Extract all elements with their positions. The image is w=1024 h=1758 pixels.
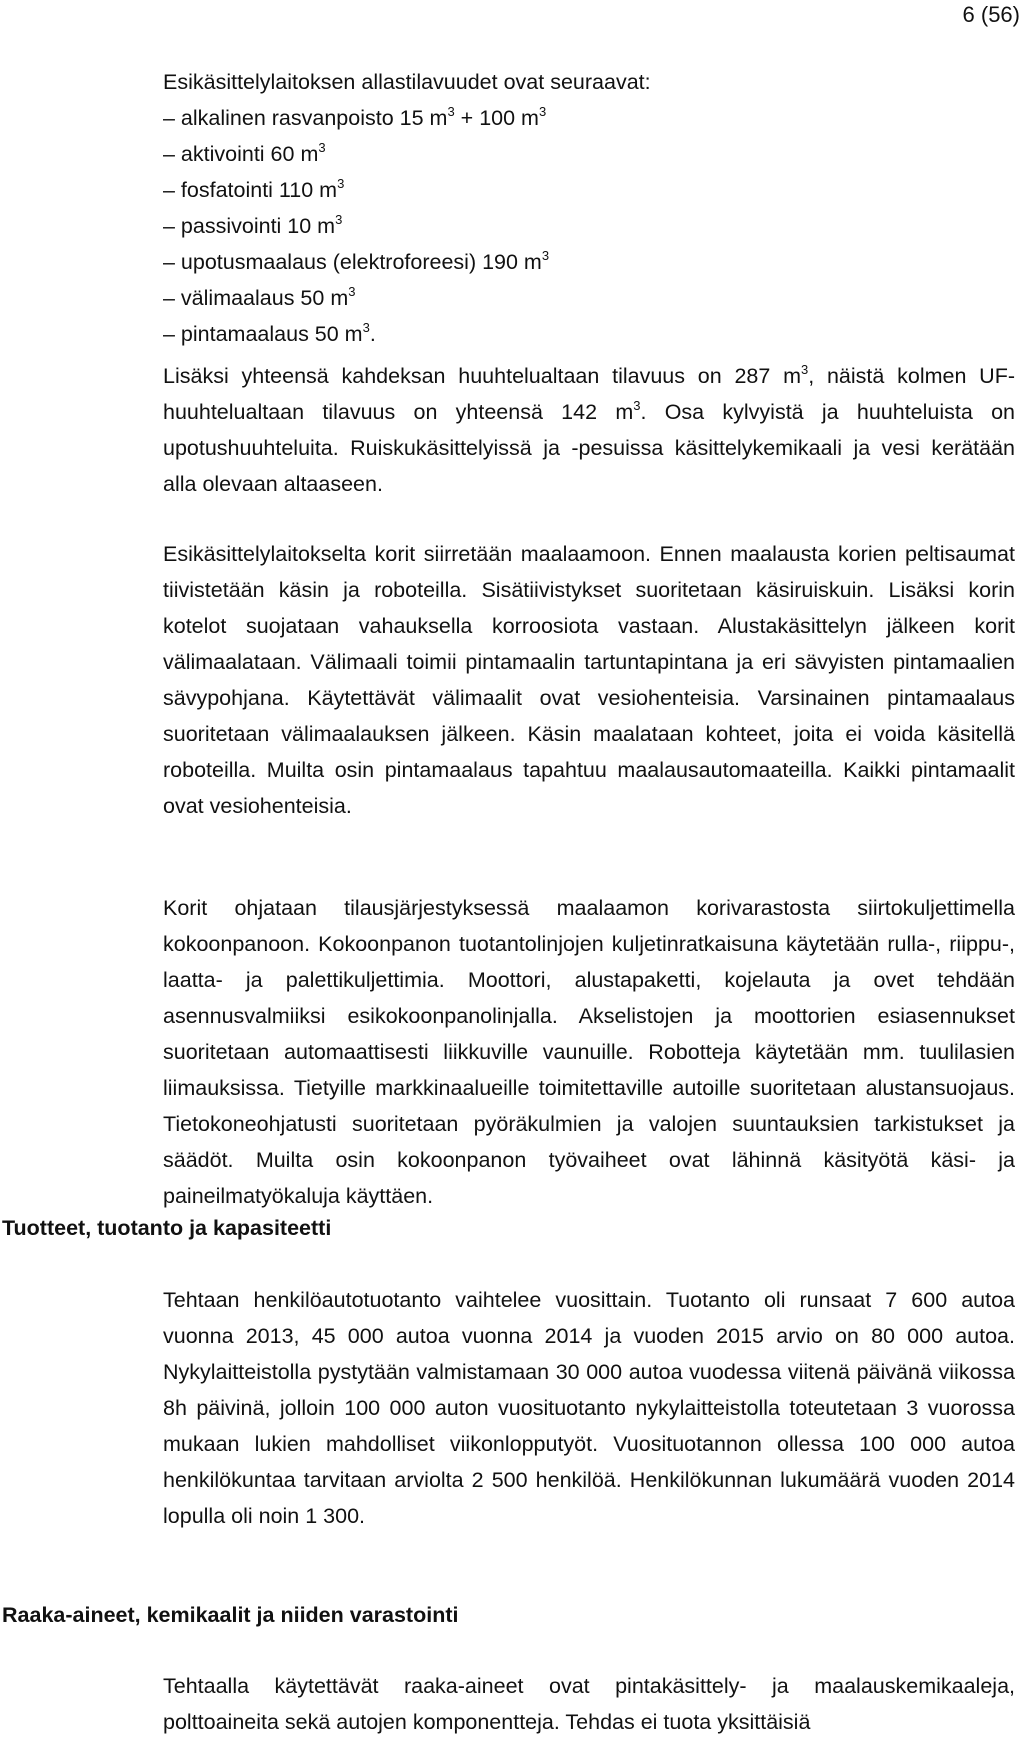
list-item: – aktivointi 60 $m^3$ (163, 140, 326, 166)
paragraph-rinse-basins: Lisäksi yhteensä kahdeksan huuhtelualtaan tilavuus on 287 $m^3$, näistä kolmen UF-huuhtelualtaan tilavuus on yhteensä 142 $m^3$. Osa kylvyistä ja huuhteluista on upotushuuhteluita. Ruiskukäsittelyissä ja -pesuissa käsittelykemikaali ja vesi kerätään alla olevaan altaaseen. (163, 362, 1016, 496)
list-item: – fosfatointi 110 $m^3$ (163, 176, 345, 202)
paragraph-production: Tehtaan henkilöautotuotanto vaihtelee vuosittain. Tuotanto oli runsaat 7 600 autoa vuonna 2013, 45 000 autoa vuonna 2014 ja vuoden 2015 arvio on 80 000 autoa. Nykylaitteistolla pystytään valmistamaan 30 000 autoa vuodessa viitenä päivänä viikossa 8h päivinä, jolloin 100 000 auton vuosituotanto nykylaitteistolla toteutetaan 3 vuorossa mukaan lukien mahdolliset viikonlopputyöt. Vuosituotannon ollessa 100 000 autoa henkilökuntaa tarvitaan arviolta 2 500 henkilöä. Henkilökunnan lukumäärä vuoden 2014 lopulla oli noin 1 300. (163, 1288, 1015, 1528)
list-item: – pintamaalaus 50 $m^3$. (163, 320, 376, 346)
list-intro: Esikäsittelylaitoksen allastilavuudet ovat seuraavat: (163, 70, 651, 94)
list-item: – upotusmaalaus (elektroforeesi) 190 $m^3$ (163, 248, 550, 274)
list-item: – passivointi 10 $m^3$ (163, 212, 343, 238)
paragraph-paint-shop: Esikäsittelylaitokselta korit siirretään maalaamoon. Ennen maalausta korien peltisaumat tiivistetään käsin ja roboteilla. Sisätiivistykset suoritetaan käsiruiskuin. Lisäksi korin kotelot suojataan vahauksella korroosiota vastaan. Alustakäsittelyn jälkeen korit välimaalataan. Välimaali toimii pintamaalin tartuntapintana ja eri sävyisten pintamaalien sävypohjana. Käytettävät välimaalit ovat vesiohenteisia. Varsinainen pintamaalaus suoritetaan välimaalauksen jälkeen. Käsin maalataan kohteet, joita ei voida käsitellä roboteilla. Muilta osin pintamaalaus tapahtuu maalausautomaateilla. Kaikki pintamaalit ovat vesiohenteisia. (163, 542, 1015, 818)
basin-volumes-section (163, 64, 1015, 352)
list-item: – alkalinen rasvanpoisto 15 $m^3 + 100$ $m^3$ (163, 104, 547, 130)
section-heading-raw-materials: Raaka-aineet, kemikaalit ja niiden varastointi (2, 1603, 459, 1627)
page-number: 6 (56) (962, 2, 1020, 27)
paragraph-assembly: Korit ohjataan tilausjärjestyksessä maalaamon korivarastosta siirtokuljettimella kokoonpanoon. Kokoonpanon tuotantolinjojen kuljetinratkaisuna käytetään rulla-, riippu-, laatta- ja palettikuljettimia. Moottori, alustapaketti, kojelauta ja ovet tehdään asennusvalmiiksi esikokoonpanolinjalla. Akselistojen ja moottorien esiasennukset suoritetaan automaattisesti liikkuville vaunuille. Robotteja käytetään mm. tuulilasien liimauksissa. Tietyille markkinaalueille toimitettaville autoille suoritetaan alustansuojaus. Tietokoneohjatusti suoritetaan pyöräkulmien ja valojen suuntauksien tarkistukset ja säädöt. Muilta osin kokoonpanon työvaiheet ovat lähinnä käsityötä käsi- ja paineilmatyökaluja käyttäen. (163, 896, 1015, 1208)
basin-volume-list (163, 100, 1015, 352)
section-heading-products: Tuotteet, tuotanto ja kapasiteetti (2, 1216, 332, 1240)
list-item: – välimaalaus 50 $m^3$ (163, 284, 356, 310)
paragraph-raw-materials: Tehtaalla käytettävät raaka-aineet ovat pintakäsittely- ja maalauskemikaaleja, polttoaineita sekä autojen komponentteja. Tehdas ei tuota yksittäisiä (163, 1674, 1015, 1734)
